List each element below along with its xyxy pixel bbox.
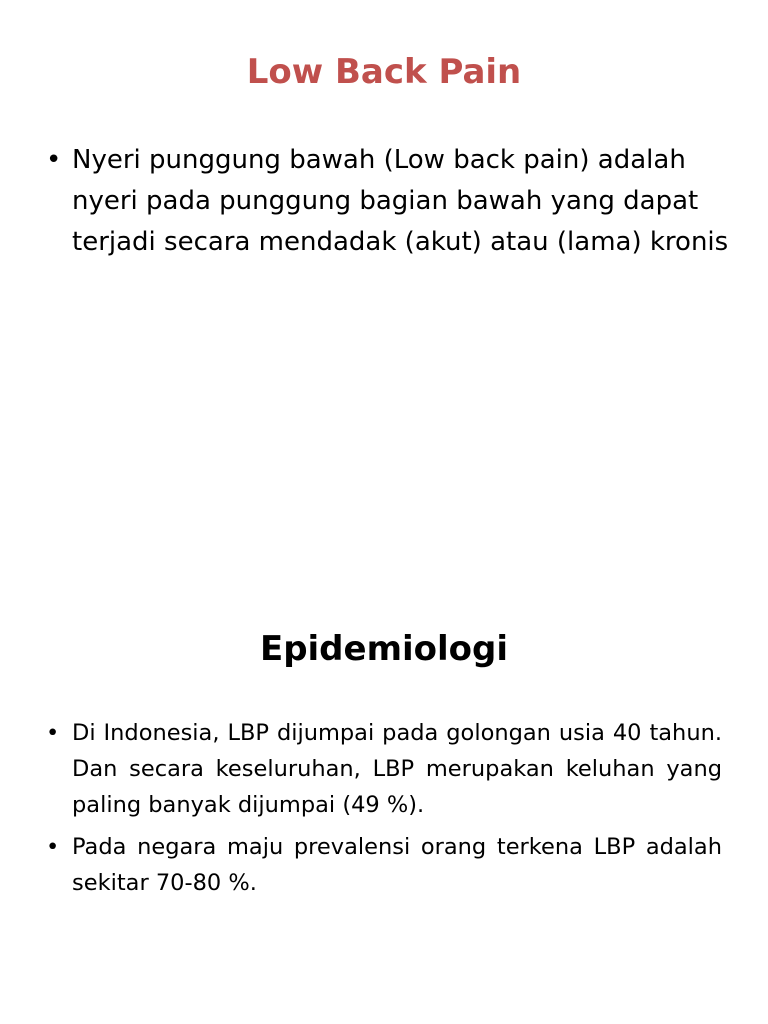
bullet-text: Pada negara maju prevalensi orang terkena LBP adalah sekitar 70-80 %. — [72, 834, 722, 896]
bullet-marker: • — [46, 834, 60, 860]
bullet-item — [42, 829, 722, 901]
slide-title: Epidemiologi — [259, 629, 509, 669]
bullet-marker: • — [46, 720, 60, 746]
bullet-item — [42, 140, 732, 263]
bullet-list — [42, 715, 722, 907]
bullet-item — [42, 715, 722, 823]
bullet-text: Nyeri punggung bawah (Low back pain) adalah nyeri pada punggung bagian bawah yang dapat terjadi secara mendadak (akut) atau (lama) kronis — [72, 145, 729, 257]
bullet-text: Di Indonesia, LBP dijumpai pada golongan usia 40 tahun. Dan secara keseluruhan, LBP merupakan keluhan yang paling banyak dijumpai (49 %). — [72, 720, 722, 818]
bullet-list — [42, 140, 732, 263]
slide-title: Low Back Pain — [246, 52, 522, 92]
slide-epidemiologi — [0, 512, 768, 1024]
bullet-marker: • — [46, 145, 62, 175]
